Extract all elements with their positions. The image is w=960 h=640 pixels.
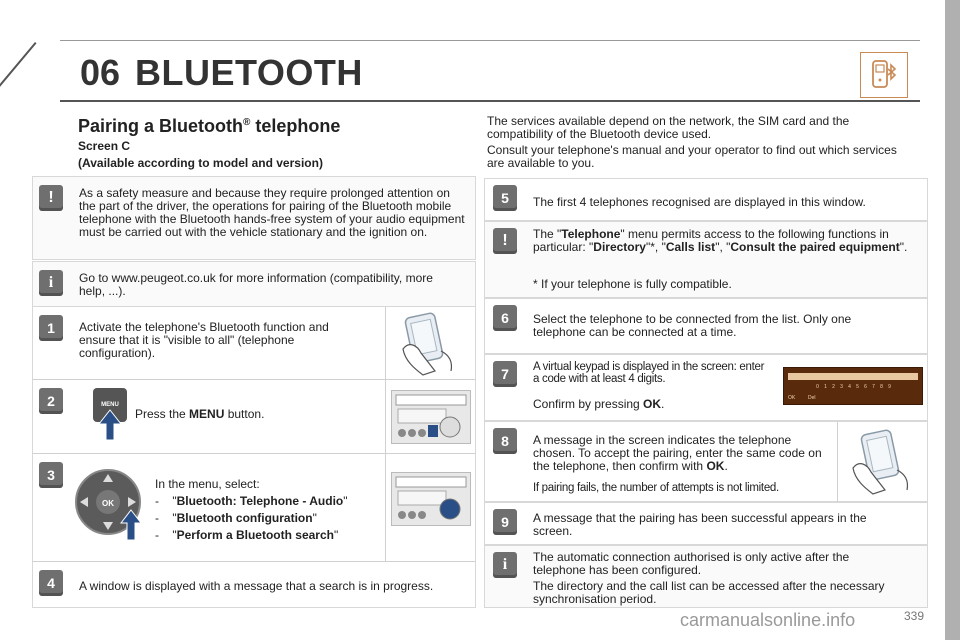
- step-6-row: [484, 298, 928, 354]
- info-icon: i: [39, 270, 63, 296]
- telephone-menu-text: The "Telephone" menu permits access to the following functions in particular: "Directory"*, "Calls list", "Consult the paired equipment".: [533, 227, 908, 254]
- row-divider: [385, 307, 386, 380]
- svg-text:OK: OK: [102, 499, 114, 508]
- phone-in-hand-illustration: [847, 428, 919, 503]
- step-badge: 9: [493, 509, 517, 535]
- confirm-text: Confirm by pressing OK.: [533, 397, 665, 411]
- row-divider: [837, 422, 838, 503]
- keypad-delete-button[interactable]: Del: [808, 395, 816, 401]
- step-3-intro: In the menu, select:: [155, 477, 260, 491]
- screen-label: Screen C: [78, 139, 131, 153]
- press-arrow-icon: [97, 408, 123, 447]
- step-4-text: A window is displayed with a message that a search is in progress.: [79, 579, 434, 593]
- step-5-text: The first 4 telephones recognised are displayed in this window.: [533, 195, 866, 209]
- header-rule: [60, 100, 920, 102]
- keypad-ok-button[interactable]: OK: [788, 395, 796, 401]
- step-1-row: [32, 307, 476, 380]
- step-1-text: Activate the telephone's Bluetooth function and ensure that it is "visible to all" (telephone configuration).: [79, 320, 329, 360]
- telephone-menu-warning-panel: [484, 221, 928, 298]
- step-4-row: [32, 562, 476, 608]
- info-icon: i: [493, 552, 517, 578]
- menu-button-illustration: MENU: [93, 388, 127, 422]
- keypad-key[interactable]: 9: [888, 384, 891, 390]
- menu-option: - "Perform a Bluetooth search": [155, 528, 339, 542]
- step-7-row: [484, 354, 928, 421]
- step-badge: 3: [39, 462, 63, 488]
- section-title: Pairing a Bluetooth® telephone: [78, 116, 341, 136]
- menu-option-list: [155, 495, 348, 542]
- step-3-row: [32, 454, 476, 562]
- step-9-row: [484, 502, 928, 545]
- keypad-digits: [814, 384, 893, 390]
- row-divider: [385, 454, 386, 562]
- compatibility-footnote: * If your telephone is fully compatible.: [533, 277, 732, 291]
- chapter-number: 06: [80, 52, 121, 93]
- code-entry-field: [788, 373, 918, 380]
- keypad-key[interactable]: 5: [856, 384, 859, 390]
- step-6-text: Select the telephone to be connected from the list. Only one telephone can be connected at a time.: [533, 312, 852, 339]
- step-badge: 1: [39, 315, 63, 341]
- safety-warning-text: As a safety measure and because they require prolonged attention on the part of the driver, the operations for pairing of the Bluetooth mobile telephone with the Bluetooth hands-free system of your audio equipment must be carried out with the vehicle stationary and the ignition on.: [79, 186, 465, 239]
- step-badge: 5: [493, 185, 517, 211]
- keypad-key[interactable]: 4: [848, 384, 851, 390]
- chapter-title: BLUETOOTH: [135, 52, 363, 93]
- step-badge: 6: [493, 305, 517, 331]
- radio-unit-illustration: [391, 472, 471, 526]
- synchronisation-text: The directory and the call list can be accessed after the necessary synchronisation period.: [533, 579, 885, 606]
- phone-in-hand-illustration: [395, 311, 467, 382]
- page-number: 339: [904, 609, 925, 623]
- menu-option: - "Bluetooth: Telephone - Audio": [155, 494, 348, 508]
- manual-note: Consult your telephone's manual and your operator to find out which services are available to you.: [487, 143, 897, 170]
- step-8-text: A message in the screen indicates the telephone chosen. To accept the pairing, enter the same code on the telephone, then confirm with OK.: [533, 433, 822, 473]
- step-badge: 8: [493, 428, 517, 454]
- warning-icon: !: [39, 185, 63, 211]
- step-badge: 4: [39, 570, 63, 596]
- bluetooth-phone-icon: [860, 52, 908, 98]
- press-arrow-icon: [119, 508, 143, 547]
- virtual-keypad-screen: [783, 367, 923, 405]
- step-5-row: [484, 178, 928, 221]
- keypad-key[interactable]: 1: [824, 384, 827, 390]
- keypad-key[interactable]: 3: [840, 384, 843, 390]
- services-note: The services available depend on the network, the SIM card and the compatibility of the Bluetooth device used.: [487, 114, 850, 141]
- step-7-text: A virtual keypad is displayed in the screen: enter a code with at least 4 digits.: [533, 361, 765, 385]
- keypad-key[interactable]: 7: [872, 384, 875, 390]
- auto-connection-text: The automatic connection authorised is only active after the telephone has been configured.: [533, 550, 850, 577]
- step-badge: 2: [39, 388, 63, 414]
- keypad-key[interactable]: 8: [880, 384, 883, 390]
- header-top-rule: [60, 40, 920, 41]
- keypad-key[interactable]: 2: [832, 384, 835, 390]
- step-2-row: [32, 380, 476, 454]
- menu-option: - "Bluetooth configuration": [155, 511, 317, 525]
- page-edge-tab: [945, 0, 960, 640]
- step-8-row: [484, 421, 928, 502]
- safety-warning-panel: [32, 176, 476, 260]
- info-text: Go to www.peugeot.co.uk for more information (compatibility, more help, ...).: [79, 271, 433, 298]
- automatic-connection-info-panel: [484, 545, 928, 608]
- keypad-key[interactable]: 6: [864, 384, 867, 390]
- warning-icon: !: [493, 228, 517, 254]
- footer-watermark: carmanualsonline.info: [680, 610, 856, 630]
- retry-note: If pairing fails, the number of attempts is not limited.: [533, 482, 779, 494]
- radio-unit-illustration: [391, 390, 471, 444]
- availability-note: (Available according to model and version): [78, 156, 323, 170]
- keypad-key[interactable]: 0: [816, 384, 819, 390]
- row-divider: [385, 380, 386, 454]
- info-panel: [32, 261, 476, 307]
- step-2-text: Press the MENU button.: [135, 407, 265, 421]
- step-badge: 7: [493, 361, 517, 387]
- step-9-text: A message that the pairing has been successful appears in the screen.: [533, 511, 867, 538]
- header-diagonal-rule: [0, 42, 37, 103]
